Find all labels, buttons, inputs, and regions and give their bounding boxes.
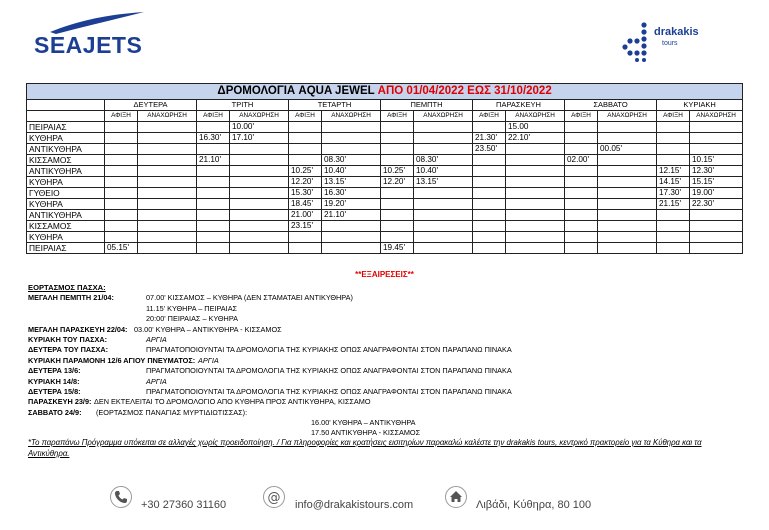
- departure-subheader: ΑΝΑΧΩΡΗΣΗ: [138, 111, 197, 122]
- time-cell: [565, 122, 598, 133]
- time-cell: [598, 122, 657, 133]
- time-cell: [322, 221, 381, 232]
- time-cell: [657, 243, 690, 254]
- corner-cell: [27, 100, 105, 111]
- time-cell: [565, 199, 598, 210]
- time-cell: [197, 177, 230, 188]
- exceptions-title: **ΕΞΑΙΡΕΣΕΙΣ**: [355, 270, 414, 279]
- time-cell: [506, 232, 565, 243]
- time-cell: [565, 133, 598, 144]
- time-cell: [381, 155, 414, 166]
- time-cell: [230, 177, 289, 188]
- time-cell: 19.20': [322, 199, 381, 210]
- time-cell: 15.30': [289, 188, 322, 199]
- note-label: ΚΥΡΙΑΚΗ ΤΟΥ ΠΑΣΧΑ:: [28, 334, 108, 344]
- time-cell: [381, 133, 414, 144]
- time-cell: [197, 243, 230, 254]
- note-value: 17.50 ΑΝΤΙΚΥΘΗΡΑ - ΚΙΣΣΑΜΟΣ: [311, 428, 421, 438]
- time-cell: [230, 221, 289, 232]
- time-cell: [565, 243, 598, 254]
- time-cell: [690, 210, 743, 221]
- time-cell: 10.40': [322, 166, 381, 177]
- seajets-logo: [30, 10, 148, 62]
- time-cell: 17.10': [230, 133, 289, 144]
- arrival-subheader: ΑΦΙΞΗ: [289, 111, 322, 122]
- time-cell: [598, 155, 657, 166]
- timetable-title: [27, 84, 743, 100]
- time-cell: [657, 221, 690, 232]
- time-cell: [506, 166, 565, 177]
- time-cell: [105, 122, 138, 133]
- time-cell: [322, 243, 381, 254]
- time-cell: [138, 133, 197, 144]
- time-cell: [138, 210, 197, 221]
- time-cell: [230, 166, 289, 177]
- time-cell: [197, 166, 230, 177]
- time-cell: 22.30': [690, 199, 743, 210]
- time-cell: [506, 144, 565, 155]
- time-cell: 10.25': [289, 166, 322, 177]
- time-cell: [598, 210, 657, 221]
- time-cell: [322, 232, 381, 243]
- time-cell: 12.15': [657, 166, 690, 177]
- time-cell: [230, 243, 289, 254]
- timetable-row: [27, 144, 743, 155]
- time-cell: [473, 221, 506, 232]
- timetable-row: [27, 243, 743, 254]
- note-value: ΑΡΓΙΑ: [146, 334, 167, 344]
- time-cell: [105, 221, 138, 232]
- time-cell: [690, 144, 743, 155]
- time-cell: [138, 243, 197, 254]
- arrival-subheader: ΑΦΙΞΗ: [565, 111, 598, 122]
- port-name: ΚΥΘΗΡΑ: [27, 177, 105, 188]
- time-cell: 08.30': [322, 155, 381, 166]
- title-row: [27, 84, 743, 100]
- note-line: [28, 334, 167, 345]
- arrival-subheader: ΑΦΙΞΗ: [105, 111, 138, 122]
- note-value: 03.00' ΚΥΘΗΡΑ – ΑΝΤΙΚΥΘΗΡΑ - ΚΙΣΣΑΜΟΣ: [134, 324, 282, 334]
- time-cell: [289, 243, 322, 254]
- time-cell: [414, 144, 473, 155]
- departure-subheader: ΑΝΑΧΩΡΗΣΗ: [506, 111, 565, 122]
- time-cell: [414, 199, 473, 210]
- note-value: ΑΡΓΙΑ: [146, 376, 167, 386]
- seajets-swoosh-icon: [30, 10, 148, 34]
- time-cell: [138, 188, 197, 199]
- note-value: ΑΡΓΙΑ: [198, 355, 219, 365]
- time-cell: [506, 243, 565, 254]
- time-cell: [657, 155, 690, 166]
- day-header: ΣΑΒΒΑΤΟ: [565, 100, 657, 111]
- timetable-row: [27, 199, 743, 210]
- time-cell: [657, 133, 690, 144]
- time-cell: [506, 177, 565, 188]
- time-cell: [138, 199, 197, 210]
- time-cell: [105, 155, 138, 166]
- timetable-row: [27, 188, 743, 199]
- time-cell: [197, 122, 230, 133]
- time-cell: [138, 177, 197, 188]
- time-cell: [138, 232, 197, 243]
- time-cell: [598, 177, 657, 188]
- time-cell: [105, 133, 138, 144]
- time-cell: [414, 221, 473, 232]
- title-route: ΔΡΟΜΟΛΟΓΙΑ AQUA JEWEL: [217, 85, 375, 97]
- note-value: ΠΡΑΓΜΑΤΟΠΟΙΟΥΝΤΑΙ ΤΑ ΔΡΟΜΟΛΟΓΙΑ ΤΗΣ ΚΥΡΙΑΚΗΣ ΟΠΩΣ ΑΝΑΓΡΑΦΟΝΤΑΙ ΣΤΟΝ ΠΑΡΑΠΑΝΩ ΠΙΝΑΚΑ: [146, 366, 512, 376]
- time-cell: [414, 243, 473, 254]
- time-cell: 22.10': [506, 133, 565, 144]
- time-cell: [657, 144, 690, 155]
- port-name: ΠΕΙΡΑΙΑΣ: [27, 243, 105, 254]
- time-cell: 21.10': [197, 155, 230, 166]
- arrival-subheader: ΑΦΙΞΗ: [473, 111, 506, 122]
- note-line: [28, 303, 238, 314]
- port-name: ΚΙΣΣΑΜΟΣ: [27, 155, 105, 166]
- at-icon: [263, 486, 285, 508]
- time-cell: [473, 166, 506, 177]
- easter-heading: ΕΟΡΤΑΣΜΟΣ ΠΑΣΧΑ:: [28, 283, 106, 292]
- time-cell: 18.45': [289, 199, 322, 210]
- time-cell: [506, 221, 565, 232]
- time-cell: [230, 199, 289, 210]
- time-cell: 23.15': [289, 221, 322, 232]
- note-line: [28, 376, 167, 387]
- time-cell: [414, 133, 473, 144]
- time-cell: 21.10': [322, 210, 381, 221]
- time-cell: [565, 188, 598, 199]
- time-cell: [598, 243, 657, 254]
- time-cell: 21.30': [473, 133, 506, 144]
- footer-email[interactable]: info@drakakistours.com: [295, 499, 414, 511]
- corner-cell: [27, 111, 105, 122]
- time-cell: 21.00': [289, 210, 322, 221]
- time-cell: 19.45': [381, 243, 414, 254]
- note-value: 20:00' ΠΕΙΡΑΙΑΣ – ΚΥΘΗΡΑ: [146, 314, 239, 324]
- note-label: ΜΕΓΑΛΗ ΠΕΜΠΤΗ 21/04:: [28, 293, 114, 303]
- disclaimer: *Το παραπάνω Πρόγραμμα υπόκειται σε αλλαγές χωρίς προειδοποίηση. / Για πληροφορίες και κρατήσεις εισιτηρίων παρακαλώ καλέστε την drakakis tours, κεντρικό πρακτορείο για τα Κύθηρα και τα Αντικύθηρα.: [28, 438, 702, 458]
- time-cell: [381, 221, 414, 232]
- time-cell: 13.15': [322, 177, 381, 188]
- time-cell: [105, 232, 138, 243]
- day-header: ΤΕΤΑΡΤΗ: [289, 100, 381, 111]
- time-cell: 10.15': [690, 155, 743, 166]
- drakakis-wordmark: drakakis: [654, 26, 699, 38]
- note-label: ΚΥΡΙΑΚΗ ΠΑΡΑΜΟΝΗ 12/6 ΑΓΙΟΥ ΠΝΕΥΜΑΤΟΣ:: [28, 355, 196, 365]
- time-cell: [598, 133, 657, 144]
- time-cell: [105, 166, 138, 177]
- time-cell: 21.15': [657, 199, 690, 210]
- time-cell: [197, 210, 230, 221]
- time-cell: [690, 122, 743, 133]
- time-cell: [690, 221, 743, 232]
- timetable-row: [27, 177, 743, 188]
- port-name: ΚΥΘΗΡΑ: [27, 133, 105, 144]
- time-cell: [381, 122, 414, 133]
- note-value: ΠΡΑΓΜΑΤΟΠΟΙΟΥΝΤΑΙ ΤΑ ΔΡΟΜΟΛΟΓΙΑ ΤΗΣ ΚΥΡΙΑΚΗΣ ΟΠΩΣ ΑΝΑΓΡΑΦΟΝΤΑΙ ΣΤΟΝ ΠΑΡΑΠΑΝΩ ΠΙΝΑΚΑ: [146, 386, 512, 396]
- note-label: ΔΕΥΤΕΡΑ 15/8:: [28, 386, 81, 396]
- note-value: 16.00' ΚΥΘΗΡΑ – ΑΝΤΙΚΥΘΗΡΑ: [311, 418, 416, 428]
- time-cell: [289, 232, 322, 243]
- port-name: ΑΝΤΙΚΥΘΗΡΑ: [27, 210, 105, 221]
- time-cell: 10.40': [414, 166, 473, 177]
- note-line: [28, 418, 416, 428]
- time-cell: [657, 210, 690, 221]
- time-cell: 19.00': [690, 188, 743, 199]
- timetable-row: [27, 133, 743, 144]
- time-cell: [473, 243, 506, 254]
- arrival-subheader: ΑΦΙΞΗ: [197, 111, 230, 122]
- port-name: ΚΥΘΗΡΑ: [27, 232, 105, 243]
- note-value: 11.15' ΚΥΘΗΡΑ – ΠΕΙΡΑΙΑΣ: [146, 303, 238, 313]
- time-cell: [690, 232, 743, 243]
- footer-address: Λιβάδι, Κύθηρα, 80 100: [476, 499, 592, 511]
- time-cell: [197, 188, 230, 199]
- port-name: ΚΥΘΗΡΑ: [27, 199, 105, 210]
- time-cell: [473, 122, 506, 133]
- day-header: ΔΕΥΤΕΡΑ: [105, 100, 197, 111]
- time-cell: [473, 232, 506, 243]
- time-cell: [414, 210, 473, 221]
- port-name: ΚΙΣΣΑΜΟΣ: [27, 221, 105, 232]
- departure-subheader: ΑΝΑΧΩΡΗΣΗ: [230, 111, 289, 122]
- time-cell: 16.30': [197, 133, 230, 144]
- day-header: ΠΑΡΑΣΚΕΥΗ: [473, 100, 565, 111]
- time-cell: [565, 221, 598, 232]
- time-cell: [197, 221, 230, 232]
- time-cell: [105, 188, 138, 199]
- time-cell: [565, 232, 598, 243]
- time-cell: [598, 199, 657, 210]
- time-cell: 10.00': [230, 122, 289, 133]
- arrival-subheader: ΑΦΙΞΗ: [657, 111, 690, 122]
- note-value: (ΕΟΡΤΑΣΜΟΣ ΠΑΝΑΓΙΑΣ ΜΥΡΤΙΔΙΩΤΙΣΣΑΣ):: [96, 407, 248, 417]
- time-cell: [138, 144, 197, 155]
- timetable-row: [27, 221, 743, 232]
- time-cell: [197, 232, 230, 243]
- note-label: ΔΕΥΤΕΡΑ ΤΟΥ ΠΑΣΧΑ:: [28, 345, 109, 355]
- port-name: ΑΝΤΙΚΥΘΗΡΑ: [27, 166, 105, 177]
- time-cell: [473, 210, 506, 221]
- time-cell: [598, 188, 657, 199]
- time-cell: [105, 177, 138, 188]
- note-line: [28, 314, 239, 324]
- note-value: ΔΕΝ ΕΚΤΕΛΕΙΤΑΙ ΤΟ ΔΡΟΜΟΛΟΓΙΟ ΑΠΟ ΚΥΘΗΡΑ ΠΡΟΣ ΑΝΤΙΚΥΘΗΡΑ, ΚΙΣΣΑΜΟ: [94, 397, 371, 407]
- note-line: [28, 366, 512, 376]
- time-cell: [289, 155, 322, 166]
- time-cell: [138, 122, 197, 133]
- time-cell: [381, 144, 414, 155]
- day-header: ΚΥΡΙΑΚΗ: [657, 100, 743, 111]
- time-cell: 12.30': [690, 166, 743, 177]
- time-cell: [197, 199, 230, 210]
- time-cell: 14.15': [657, 177, 690, 188]
- timetable-row: [27, 122, 743, 133]
- time-cell: [414, 188, 473, 199]
- time-cell: [690, 133, 743, 144]
- time-cell: 00.05': [598, 144, 657, 155]
- time-cell: 10.25': [381, 166, 414, 177]
- time-cell: [414, 232, 473, 243]
- timetable: [26, 83, 743, 254]
- time-cell: [381, 188, 414, 199]
- note-label: ΣΑΒΒΑΤΟ 24/9:: [28, 407, 82, 417]
- time-cell: [565, 166, 598, 177]
- note-value: 07.00' ΚΙΣΣΑΜΟΣ – ΚΥΘΗΡΑ (ΔΕΝ ΣΤΑΜΑΤΑΕΙ ΑΝΤΙΚΥΘΗΡΑ): [146, 293, 353, 303]
- footer-phone[interactable]: +30 27360 31160: [141, 499, 227, 511]
- time-cell: [138, 166, 197, 177]
- time-cell: 12.20': [381, 177, 414, 188]
- drakakis-logo: [620, 22, 710, 66]
- time-cell: [381, 210, 414, 221]
- note-line: [28, 345, 512, 355]
- time-cell: [289, 122, 322, 133]
- time-cell: 13.15': [414, 177, 473, 188]
- note-label: ΔΕΥΤΕΡΑ 13/6:: [28, 366, 81, 376]
- drakakis-tours-label: tours: [662, 40, 678, 47]
- time-cell: 17.30': [657, 188, 690, 199]
- arrival-subheader: ΑΦΙΞΗ: [381, 111, 414, 122]
- time-cell: [565, 177, 598, 188]
- time-cell: 08.30': [414, 155, 473, 166]
- time-cell: [565, 144, 598, 155]
- time-cell: [322, 144, 381, 155]
- time-cell: 12.20': [289, 177, 322, 188]
- time-cell: [414, 122, 473, 133]
- time-cell: [506, 210, 565, 221]
- time-cell: [473, 188, 506, 199]
- time-cell: [289, 133, 322, 144]
- drakakis-dots-icon: [620, 22, 652, 62]
- time-cell: [138, 155, 197, 166]
- time-cell: [230, 188, 289, 199]
- note-line: [28, 355, 219, 366]
- time-cell: [289, 144, 322, 155]
- time-cell: [105, 199, 138, 210]
- time-cell: [138, 221, 197, 232]
- day-header: ΤΡΙΤΗ: [197, 100, 289, 111]
- timetable-row: [27, 166, 743, 177]
- svg-text:@: @: [267, 490, 281, 506]
- time-cell: [230, 232, 289, 243]
- time-cell: 16.30': [322, 188, 381, 199]
- departure-subheader: ΑΝΑΧΩΡΗΣΗ: [598, 111, 657, 122]
- departure-subheader: ΑΝΑΧΩΡΗΣΗ: [690, 111, 743, 122]
- time-cell: [506, 188, 565, 199]
- timetable-row: [27, 232, 743, 243]
- time-cell: [197, 144, 230, 155]
- time-cell: [230, 210, 289, 221]
- title-period: ΑΠΟ 01/04/2022 ΕΩΣ 31/10/2022: [377, 85, 552, 97]
- note-line: [28, 407, 248, 418]
- note-value: ΠΡΑΓΜΑΤΟΠΟΙΟΥΝΤΑΙ ΤΑ ΔΡΟΜΟΛΟΓΙΑ ΤΗΣ ΚΥΡΙΑΚΗΣ ΟΠΩΣ ΑΝΑΓΡΑΦΟΝΤΑΙ ΣΤΟΝ ΠΑΡΑΠΑΝΩ ΠΙΝΑΚΑ: [146, 345, 512, 355]
- time-cell: [322, 122, 381, 133]
- time-cell: [473, 177, 506, 188]
- timetable-row: [27, 210, 743, 221]
- port-name: ΠΕΙΡΑΙΑΣ: [27, 122, 105, 133]
- time-cell: [506, 155, 565, 166]
- time-cell: [105, 144, 138, 155]
- time-cell: [690, 243, 743, 254]
- time-cell: [322, 133, 381, 144]
- note-line: [28, 386, 512, 397]
- time-cell: 15.00: [506, 122, 565, 133]
- time-cell: [565, 210, 598, 221]
- phone-icon: [110, 486, 132, 508]
- time-cell: [598, 166, 657, 177]
- timetable-row: [27, 155, 743, 166]
- departure-subheader: ΑΝΑΧΩΡΗΣΗ: [414, 111, 473, 122]
- time-cell: [381, 199, 414, 210]
- time-cell: 23.50': [473, 144, 506, 155]
- footer: [0, 486, 769, 520]
- day-header: ΠΕΜΠΤΗ: [381, 100, 473, 111]
- note-line: [28, 324, 282, 335]
- note-label: ΠΑΡΑΣΚΕΥΗ 23/9:: [28, 397, 92, 407]
- time-cell: 02.00': [565, 155, 598, 166]
- time-cell: [230, 144, 289, 155]
- time-cell: [598, 221, 657, 232]
- time-cell: [473, 155, 506, 166]
- time-cell: [230, 155, 289, 166]
- time-cell: [598, 232, 657, 243]
- subheader-row: [27, 111, 743, 122]
- seajets-wordmark: SEAJETS: [34, 32, 143, 58]
- time-cell: [381, 232, 414, 243]
- note-label: ΜΕΓΑΛΗ ΠΑΡΑΣΚΕΥΗ 22/04:: [28, 324, 128, 334]
- note-line: [28, 397, 371, 407]
- time-cell: [473, 199, 506, 210]
- exceptions-notes: [28, 283, 512, 439]
- note-line: [28, 293, 353, 303]
- time-cell: [657, 122, 690, 133]
- time-cell: [657, 232, 690, 243]
- departure-subheader: ΑΝΑΧΩΡΗΣΗ: [322, 111, 381, 122]
- time-cell: [506, 199, 565, 210]
- port-name: ΑΝΤΙΚΥΘΗΡΑ: [27, 144, 105, 155]
- day-header-row: [27, 100, 743, 111]
- port-name: ΓΥΘΕΙΟ: [27, 188, 105, 199]
- time-cell: 15.15': [690, 177, 743, 188]
- note-label: ΚΥΡΙΑΚΗ 14/8:: [28, 376, 80, 386]
- time-cell: 05.15': [105, 243, 138, 254]
- home-icon: [445, 486, 467, 508]
- time-cell: [105, 210, 138, 221]
